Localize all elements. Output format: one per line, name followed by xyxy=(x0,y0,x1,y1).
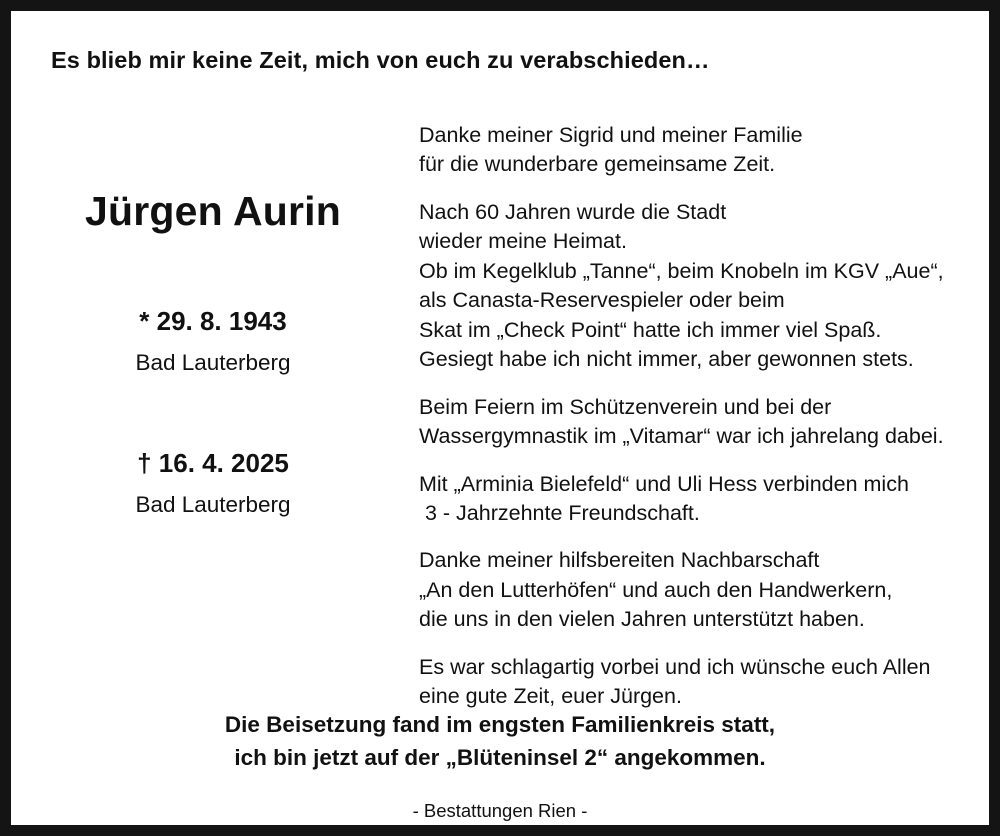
text-line: wieder meine Heimat. xyxy=(419,229,627,254)
text-line: Danke meiner hilfsbereiten Nachbarschaft xyxy=(419,548,820,573)
birth-place: Bad Lauterberg xyxy=(135,350,291,376)
text-line: Es war schlagartig vorbei und ich wünsche euch Allen xyxy=(419,654,931,679)
text-line: für die wunderbare gemeinsame Zeit. xyxy=(419,152,776,177)
paragraph-thanks-family xyxy=(419,121,997,180)
text-line: Wassergymnastik im „Vitamar“ war ich jahrelang dabei. xyxy=(419,424,944,449)
text-line: die uns in den vielen Jahren unterstützt haben. xyxy=(419,607,865,632)
paragraph-friendship xyxy=(419,470,997,529)
text-line: „An den Lutterhöfen“ und auch den Handwerkern, xyxy=(419,577,893,602)
birth-block xyxy=(33,306,393,376)
text-line: ich bin jetzt auf der „Blüteninsel 2“ angekommen. xyxy=(234,744,766,770)
memorial-text-column xyxy=(419,121,997,712)
death-block xyxy=(33,448,393,518)
deceased-column xyxy=(33,189,393,518)
death-date: † 16. 4. 2025 xyxy=(137,448,289,479)
paragraph-neighbours xyxy=(419,546,997,634)
text-line: Skat im „Check Point“ hatte ich immer viel Spaß. xyxy=(419,317,882,342)
paragraph-schuetzenverein xyxy=(419,393,997,452)
paragraph-hometown-clubs xyxy=(419,198,997,375)
text-line: Danke meiner Sigrid und meiner Familie xyxy=(419,123,803,147)
text-line: Mit „Arminia Bielefeld“ und Uli Hess verbinden mich xyxy=(419,471,909,496)
text-line: als Canasta-Reservespieler oder beim xyxy=(419,288,785,313)
text-line: Beim Feiern im Schützenverein und bei der xyxy=(419,394,832,419)
undertaker-credit: - Bestattungen Rien - xyxy=(412,800,588,822)
headline: Es blieb mir keine Zeit, mich von euch zu verabschieden… xyxy=(51,47,710,73)
death-place: Bad Lauterberg xyxy=(135,492,291,518)
text-line: Die Beisetzung fand im engsten Familienkreis statt, xyxy=(224,712,776,737)
text-line: 3 - Jahrzehnte Freundschaft. xyxy=(419,500,700,525)
funeral-info xyxy=(11,709,989,774)
text-line: Nach 60 Jahren wurde die Stadt xyxy=(419,199,727,224)
paragraph-farewell xyxy=(419,653,997,712)
text-line: Gesiegt habe ich nicht immer, aber gewonnen stets. xyxy=(419,347,914,372)
birth-date: * 29. 8. 1943 xyxy=(139,306,287,337)
text-line: Ob im Kegelklub „Tanne“, beim Knobeln im KGV „Aue“, xyxy=(419,258,944,283)
deceased-name: Jürgen Aurin xyxy=(84,188,341,234)
text-line: eine gute Zeit, euer Jürgen. xyxy=(419,684,682,709)
footer xyxy=(11,709,989,822)
notice-inner xyxy=(11,11,989,825)
